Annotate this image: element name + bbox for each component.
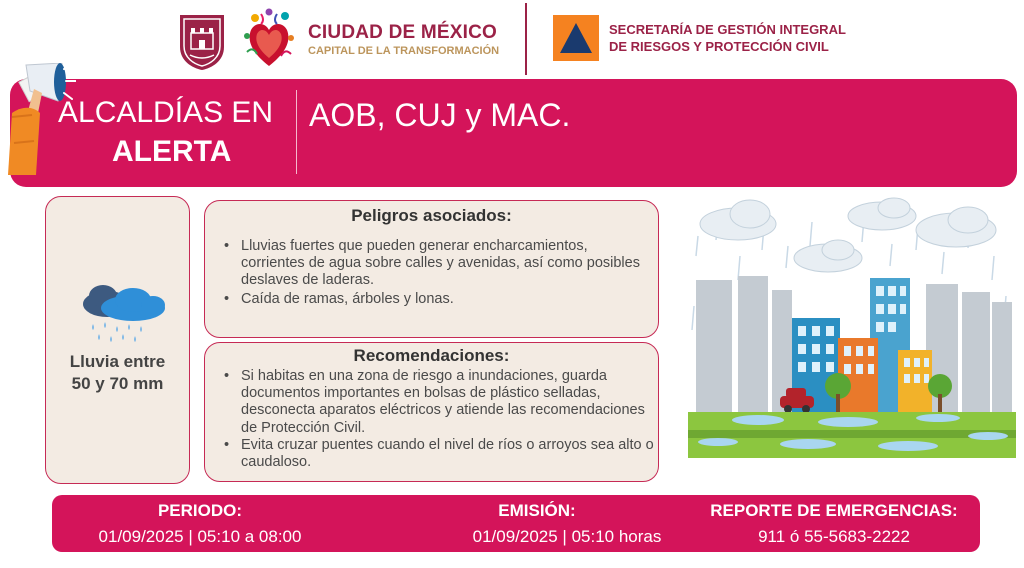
agency-name-line2: DE RIESGOS Y PROTECCIÓN CIVIL <box>609 39 829 54</box>
rain-amount-text <box>45 351 190 395</box>
rain-amount-line1: Lluvia entre <box>69 352 166 371</box>
civil-protection-triangle-icon <box>553 15 599 61</box>
recommendations-list <box>217 368 657 471</box>
cdmx-crest-icon <box>178 13 226 71</box>
alert-title-line2: ALERTA <box>112 135 232 168</box>
period-value: 01/09/2025 | 05:10 a 08:00 <box>98 527 302 546</box>
emergency-label: REPORTE DE EMERGENCIAS: <box>710 501 958 520</box>
emission-label: EMISIÓN: <box>498 501 576 520</box>
rain-amount-line2: 50 y 70 mm <box>71 374 164 393</box>
recommendation-item: • Si habitas en una zona de riesgo a inundaciones, guarda documentos importantes en bolsas de plástico selladas, desconecta aparatos eléctricos y atiende las recomendaciones de Protección Civil. <box>217 368 657 437</box>
hazard-item: • Caída de ramas, árboles y lonas. <box>217 291 647 308</box>
period-label: PERIODO: <box>157 501 243 520</box>
hazards-list <box>217 238 647 308</box>
agency-name-line1: SECRETARÍA DE GESTIÓN INTEGRAL <box>609 22 846 37</box>
hazard-item: • Lluvias fuertes que pueden generar encharcamientos, corrientes de agua sobre calles y avenidas, así como posibles deslaves de laderas. <box>217 238 647 290</box>
banner-divider <box>296 90 297 174</box>
recommendation-item: • Evita cruzar puentes cuando el nivel de ríos o arroyos sea alto o caudaloso. <box>217 437 657 471</box>
org-subtitle: CAPITAL DE LA TRANSFORMACIÓN <box>308 45 500 57</box>
hazards-title: Peligros asociados: <box>351 206 512 225</box>
org-title: CIUDAD DE MÉXICO <box>308 22 497 43</box>
alert-areas: AOB, CUJ y MAC. <box>309 97 571 133</box>
rain-cloud-icon <box>77 280 173 344</box>
heart-emblem-icon <box>241 6 297 74</box>
rainy-city-illustration <box>688 196 1016 464</box>
emergency-phone: 911 ó 55-5683-2222 <box>758 527 910 546</box>
alert-title-line1: ALCALDÍAS EN <box>58 96 274 129</box>
header-divider <box>525 3 527 75</box>
emission-value: 01/09/2025 | 05:10 horas <box>472 527 662 546</box>
recommendations-title: Recomendaciones: <box>353 346 510 365</box>
